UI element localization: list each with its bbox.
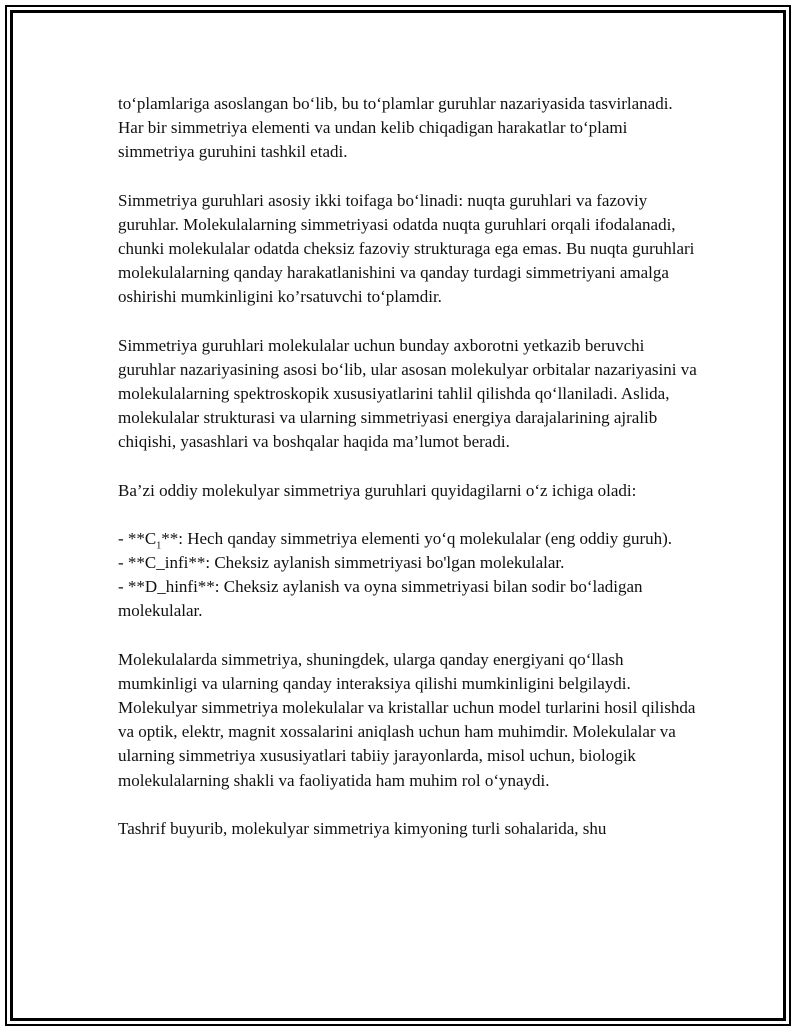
document-body (118, 92, 698, 865)
list-item-c1-text: **: Hech qanday simmetriya elementi yo‘q molekulalar (eng oddiy guruh). (161, 528, 673, 548)
list-item-d-hinfi: - **D_hinfi**: Cheksiz aylanish va oyna simmetriyasi bilan sodir bo‘ladigan molekulalar. (118, 577, 643, 621)
symmetry-group-list (118, 527, 698, 624)
paragraph-4: Ba’zi oddiy molekulyar simmetriya guruhlari quyidagilarni o‘z ichiga oladi: (118, 480, 637, 500)
list-item-c1-prefix: - **C (118, 528, 157, 548)
list-item-c1 (118, 527, 698, 551)
paragraph-3: Simmetriya guruhlari molekulalar uchun bunday axborotni yetkazib beruvchi guruhlar nazariyasining asosi bo‘lib, ular asosan molekulyar orbitalar nazariyasini va molekulalarning spektroskopik xususiyatlarini tahlil qilishda qo‘llaniladi. Aslida, molekulalar strukturasi va ularning simmetriyasi energiya darajalarining ajralib chiqishi, yasashlari va boshqalar haqida ma’lumot beradi. (118, 335, 697, 452)
paragraph-5: Molekulalarda simmetriya, shuningdek, ularga qanday energiyani qo‘llash mumkinligi va ularning qanday interaksiya qilishi mumkinligini belgilaydi. Molekulyar simmetriya molekulalar va kristallar uchun model turlarini hosil qilishda va optik, elektr, magnit xossalarini aniqlash uchun ham muhimdir. Molekulalar va ularning simmetriya xususiyatlari tabiiy jarayonlarda, misol uchun, biologik molekulalarning shakli va faoliyatida ham muhim rol o‘ynaydi. (118, 649, 696, 790)
list-item-c-infi: - **C_infi**: Cheksiz aylanish simmetriyasi bo'lgan molekulalar. (118, 553, 565, 573)
paragraph-1: to‘plamlariga asoslangan bo‘lib, bu to‘plamlar guruhlar nazariyasida tasvirlanadi. Har bir simmetriya elementi va undan kelib chiqadigan harakatlar to‘plami simmetriya guruhini tashkil etadi. (118, 94, 673, 162)
list-item-c1-subscript: 1 (156, 540, 162, 552)
paragraph-6: Tashrif buyurib, molekulyar simmetriya kimyoning turli sohalarida, shu (118, 818, 607, 838)
paragraph-2: Simmetriya guruhlari asosiy ikki toifaga bo‘linadi: nuqta guruhlari va fazoviy guruhlar. Molekulalarning simmetriyasi odatda nuqta guruhlari orqali ifodalanadi, chunki molekulalar odatda cheksiz fazoviy strukturaga ega emas. Bu nuqta guruhlari molekulalarning qanday harakatlanishini va qanday turdagi simmetriyani amalga oshirishi mumkinligini ko’rsatuvchi to‘plamdir. (118, 190, 695, 307)
